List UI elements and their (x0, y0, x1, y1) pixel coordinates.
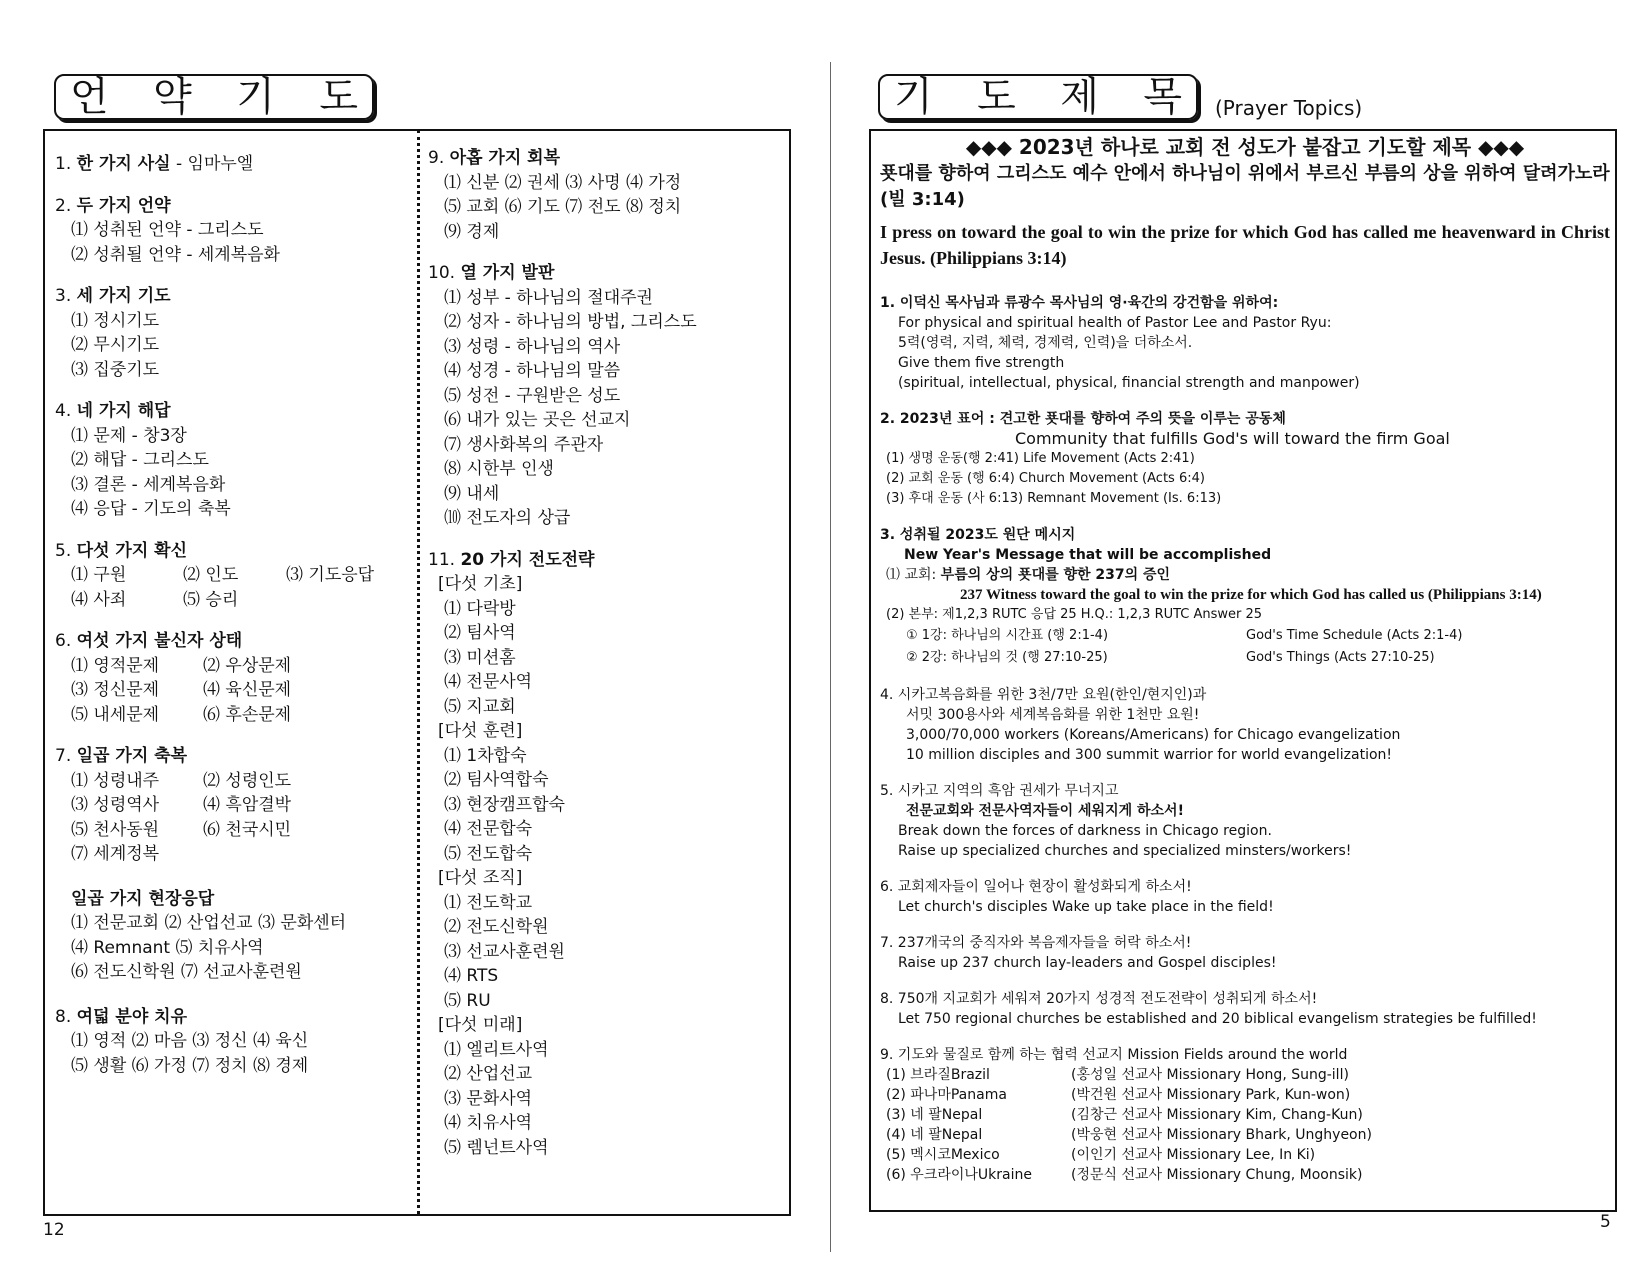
list-item: ⑸ 교회 ⑹ 기도 ⑺ 전도 ⑻ 정치 (444, 197, 682, 217)
list-item: ⑷ 전문합숙 (444, 819, 533, 839)
item-grid (55, 769, 415, 867)
mission-country: (2) 파나마Panama (886, 1087, 1007, 1103)
section-3 (55, 284, 415, 382)
list-item: ⑺ 세계정복 (71, 844, 160, 864)
list-item: ⑷ 사죄 (71, 589, 127, 610)
section-1 (55, 152, 415, 177)
list-item: ⑶ 기도응답 (286, 565, 375, 585)
section-heading: 일곱 가지 축복 (76, 746, 188, 766)
schedule-kor: ② 2강: 하나님의 것 (행 27:10-25) (906, 650, 1108, 665)
topic-9 (880, 1045, 1610, 1185)
topic-english: Community that fulfills God's will toward the firm Goal (1015, 429, 1450, 448)
topic-english: 237 Witness toward the goal to win the prize for which God has called us (Philippians 3:14) (960, 587, 1542, 603)
list-item: ⑵ 산업선교 (444, 1064, 533, 1084)
list-item: ⑵ 우상문제 (203, 655, 292, 676)
topic-label: ⑴ 교회: (886, 567, 941, 583)
section-7 (55, 744, 415, 867)
schedule-kor: ① 1강: 하나님의 시간표 (행 2:1-4) (906, 628, 1109, 643)
topic-heading: 3. 성취될 2023도 원단 메시지 (880, 527, 1076, 543)
topic-line: 10 million disciples and 300 summit warrior for world evangelization! (906, 747, 1393, 763)
list-item: ⑴ 성부 - 하나님의 절대주권 (444, 287, 653, 308)
section-number: 7. (55, 746, 72, 766)
section-4 (55, 399, 415, 522)
list-item: ⑶ 집중기도 (71, 359, 160, 380)
list-item: ⑵ 전도신학원 (444, 917, 549, 937)
topic-3 (880, 525, 1610, 669)
topic-4 (880, 685, 1610, 765)
list-item: ⑶ 정신문제 (71, 680, 160, 700)
left-column-2 (428, 146, 783, 1160)
topic-heading: 2. 2023년 표어 : 견고한 푯대를 향하여 주의 뜻을 이루는 공동체 (880, 411, 1286, 427)
section-9 (428, 146, 783, 244)
list-item: ⑴ 구원 (71, 565, 127, 585)
section-number: 1. (55, 154, 72, 174)
list-item: ⑹ 후손문제 (203, 704, 292, 725)
prayer-topics-column (880, 133, 1610, 1185)
mission-country: (6) 우크라이나Ukraine (886, 1167, 1032, 1183)
list-item: ⑼ 경제 (444, 221, 500, 242)
list-item: ⑶ 결론 - 세계복음화 (71, 474, 226, 495)
list-item: ⑴ 성령내주 (71, 770, 160, 791)
topic-5 (880, 781, 1610, 861)
mission-list (880, 1065, 1610, 1185)
section-number: 10. (428, 263, 456, 283)
list-item: ⑷ Remnant ⑸ 치유사역 (71, 937, 264, 958)
topic-heading: 1. 이덕신 목사님과 류광수 목사님의 영·육간의 강건함을 위하여: (880, 295, 1279, 311)
topic-line: 5력(영력, 지력, 체력, 경제력, 인력)을 더하소서. (898, 335, 1193, 351)
item-grid (55, 654, 415, 728)
list-item: ⑶ 현장캠프합숙 (444, 794, 565, 815)
left-title-char: 언 (70, 74, 109, 120)
list-item: ⑴ 1차합숙 (444, 745, 527, 766)
column-divider (417, 130, 420, 1214)
list-item: ⑹ 내가 있는 곳은 선교지 (444, 410, 631, 430)
right-page-title (878, 74, 1198, 120)
topic-2 (880, 409, 1610, 509)
section-heading: 다섯 가지 확신 (76, 540, 188, 561)
topic-line: (1) 생명 운동(행 2:41) Life Movement (Acts 2:41) (886, 451, 1195, 466)
right-title-char: 제 (1060, 74, 1099, 120)
topic-line: Let church's disciples Wake up take place in the field! (898, 899, 1274, 915)
left-title-char: 도 (319, 74, 358, 120)
list-item: ⑵ 무시기도 (71, 335, 160, 355)
section-heading: 네 가지 해답 (76, 401, 171, 421)
topic-english: New Year's Message that will be accomplished (904, 547, 1272, 563)
group-label: [다섯 기초] (438, 574, 523, 594)
list-item: ⑴ 다락방 (444, 598, 516, 619)
topic-6 (880, 877, 1610, 917)
list-item: ⑸ 성전 - 구원받은 성도 (444, 385, 621, 406)
section-number: 9. (428, 148, 445, 168)
topic-heading: 4. 시카고복음화를 위한 3천/7만 요원(한인/현지인)과 (880, 687, 1207, 703)
section-number: 6. (55, 631, 72, 651)
list-item: ⑵ 인도 (183, 565, 239, 585)
list-item: ⑴ 영적 ⑵ 마음 ⑶ 정신 ⑷ 육신 (71, 1031, 309, 1051)
list-item: ⑸ 승리 (183, 589, 239, 610)
prayer-headline: ◆◆◆ 2023년 하나로 교회 전 성도가 붙잡고 기도할 제목 ◆◆◆ (965, 135, 1525, 159)
list-item: ⑴ 전도학교 (444, 892, 533, 913)
topic-line: (3) 후대 운동 (사 6:13) Remnant Movement (Is. 6:13) (886, 491, 1222, 506)
section-number: 5. (55, 540, 72, 561)
english-verse: I press on toward the goal to win the prize for which God has called me heavenward in Christ Jesus. (Philippians 3:14) (880, 222, 1610, 268)
list-item: ⑴ 신분 ⑵ 권세 ⑶ 사명 ⑷ 가정 (444, 172, 682, 193)
topic-8 (880, 989, 1610, 1029)
section-number: 8. (55, 1006, 72, 1027)
mission-missionary: (정문식 선교사 Missionary Chung, Moonsik) (1071, 1167, 1363, 1183)
list-item: ⑴ 엘리트사역 (444, 1039, 549, 1060)
mission-missionary: (이인기 선교사 Missionary Lee, In Ki) (1071, 1147, 1316, 1163)
section-2 (55, 194, 415, 268)
section-number: 2. (55, 195, 72, 216)
section-5 (55, 539, 415, 613)
mission-missionary: (박웅현 선교사 Missionary Bhark, Unghyeon) (1071, 1127, 1372, 1143)
topic-line: 3,000/70,000 workers (Koreans/Americans) for Chicago evangelization (906, 727, 1401, 743)
group-label: [다섯 조직] (438, 868, 523, 888)
list-item: ⑴ 전문교회 ⑵ 산업선교 ⑶ 문화센터 (71, 913, 347, 933)
list-item: ⑷ RTS (444, 966, 499, 986)
list-item: ⑵ 성령인도 (203, 770, 292, 791)
topic-line (880, 565, 1610, 585)
section-7-field-answers (55, 887, 415, 985)
section-11 (428, 548, 783, 1161)
mission-country: (1) 브라질Brazil (886, 1067, 990, 1083)
topic-line: Let 750 regional churches be established and 20 biblical evangelism strategies be fulfilled! (898, 1011, 1537, 1027)
list-item: ⑷ 성경 - 하나님의 말씀 (444, 361, 621, 381)
section-heading: 20 가지 전도전략 (460, 549, 595, 570)
list-item: ⑸ 렘넌트사역 (444, 1137, 549, 1158)
topic-emphasis: 부름의 상의 푯대를 향한 237의 증인 (940, 567, 1171, 583)
mission-missionary: (김창근 선교사 Missionary Kim, Chang-Kun) (1071, 1107, 1363, 1123)
page-number-left: 12 (43, 1220, 65, 1240)
group-label: [다섯 훈련] (438, 721, 523, 741)
section-heading: 일곱 가지 현장응답 (71, 888, 215, 909)
list-item: ⑻ 시한부 인생 (444, 459, 554, 479)
section-6 (55, 629, 415, 727)
topic-heading: 6. 교회제자들이 일어나 현장이 활성화되게 하소서! (880, 879, 1192, 895)
list-item: ⑷ 육신문제 (203, 680, 292, 700)
list-item: ⑴ 정시기도 (71, 310, 160, 331)
section-heading: 한 가지 사실 (76, 154, 171, 174)
list-item: ⑷ 치유사역 (444, 1113, 533, 1133)
mission-country: (5) 멕시코Mexico (886, 1147, 1000, 1163)
section-8 (55, 1005, 415, 1079)
list-item: ⑵ 팀사역 (444, 623, 516, 643)
list-item: ⑸ 생활 ⑹ 가정 ⑺ 정치 ⑻ 경제 (71, 1055, 309, 1076)
list-item: ⑵ 팀사역합숙 (444, 770, 549, 790)
page-gutter (830, 62, 831, 1252)
right-title-char: 목 (1143, 74, 1182, 120)
list-item: ⑼ 내세 (444, 483, 500, 504)
right-title-char: 도 (977, 74, 1016, 120)
list-item: ⑵ 성취될 언약 - 세계복음화 (71, 244, 280, 265)
schedule-grid (880, 625, 1610, 669)
list-item: ⑸ RU (444, 990, 491, 1011)
mission-missionary: (박건원 선교사 Missionary Park, Kun-won) (1071, 1087, 1351, 1103)
list-item: ⑸ 천사동원 (71, 819, 160, 840)
topic-heading: 7. 237개국의 중직자와 복음제자들을 허락 하소서! (880, 935, 1192, 951)
list-item: ⑴ 영적문제 (71, 655, 160, 676)
korean-verse: 푯대를 향하여 그리스도 예수 안에서 하나님이 위에서 부르신 부름의 상을 위하여 달려가노라(빌 3:14) (880, 163, 1610, 210)
topic-heading: 5. 시카고 지역의 흑암 권세가 무너지고 (880, 783, 1119, 799)
schedule-eng: God's Things (Acts 27:10-25) (1246, 650, 1435, 665)
page-number-right: 5 (1600, 1212, 1611, 1232)
topic-line: 전문교회와 전문사역자들이 세워지게 하소서! (906, 803, 1184, 819)
section-heading: 아홉 가지 회복 (449, 148, 561, 168)
right-page-subtitle: (Prayer Topics) (1215, 96, 1363, 120)
list-item: ⑷ 전문사역 (444, 672, 533, 692)
section-number: 3. (55, 286, 72, 306)
list-item: ⑹ 전도신학원 ⑺ 선교사훈련원 (71, 962, 302, 982)
topic-heading: 9. 기도와 물질로 함께 하는 협력 선교지 Mission Fields around the world (880, 1047, 1348, 1063)
section-heading-rest: - 임마누엘 (170, 154, 254, 174)
list-item: ⑸ 전도합숙 (444, 843, 533, 864)
list-item: ⑺ 생사화복의 주관자 (444, 434, 604, 455)
list-item: ⑴ 문제 - 창3장 (71, 425, 187, 446)
mission-missionary: (홍성일 선교사 Missionary Hong, Sung-ill) (1071, 1067, 1349, 1083)
section-heading: 열 가지 발판 (460, 263, 555, 283)
list-item: ⑹ 천국시민 (203, 819, 292, 840)
list-item: ⑴ 성취된 언약 - 그리스도 (71, 220, 264, 240)
section-heading: 두 가지 언약 (76, 195, 171, 216)
section-number: 11. (428, 549, 456, 570)
list-item: ⑶ 문화사역 (444, 1088, 533, 1109)
list-item: ⑷ 응답 - 기도의 축복 (71, 499, 231, 519)
list-item: ⑽ 전도자의 상급 (444, 508, 571, 528)
topic-7 (880, 933, 1610, 973)
topic-line: Give them five strength (898, 355, 1065, 371)
right-title-char: 기 (894, 74, 933, 120)
section-10 (428, 261, 783, 531)
topic-line: Raise up 237 church lay-leaders and Gospel disciples! (898, 955, 1277, 971)
topic-heading: 8. 750개 지교회가 세워져 20가지 성경적 전도전략이 성취되게 하소서! (880, 991, 1318, 1007)
left-column-1 (55, 152, 415, 1078)
list-item: ⑷ 흑암결박 (203, 795, 292, 815)
topic-line: (spiritual, intellectual, physical, financial strength and manpower) (898, 375, 1360, 391)
item-grid (55, 563, 415, 612)
topic-line: For physical and spiritual health of Pastor Lee and Pastor Ryu: (898, 315, 1332, 331)
section-heading: 여덟 분야 치유 (76, 1006, 188, 1027)
left-title-char: 기 (236, 74, 275, 120)
topic-line: Raise up specialized churches and specialized minsters/workers! (898, 843, 1352, 859)
list-item: ⑶ 선교사훈련원 (444, 941, 565, 962)
list-item: ⑸ 내세문제 (71, 704, 160, 725)
mission-country: (4) 네 팔Nepal (886, 1127, 983, 1143)
group-label: [다섯 미래] (438, 1015, 523, 1035)
section-heading: 여섯 가지 불신자 상태 (76, 631, 243, 651)
schedule-eng: God's Time Schedule (Acts 2:1-4) (1246, 628, 1463, 643)
list-item: ⑵ 해답 - 그리스도 (71, 450, 209, 470)
left-title-char: 약 (153, 74, 192, 120)
list-item: ⑵ 성자 - 하나님의 방법, 그리스도 (444, 312, 697, 332)
section-heading: 세 가지 기도 (76, 286, 171, 306)
topic-line: (2) 본부: 제1,2,3 RUTC 응답 25 H.Q.: 1,2,3 RUTC Answer 25 (886, 607, 1263, 622)
list-item: ⑸ 지교회 (444, 696, 516, 717)
list-item: ⑶ 성령 - 하나님의 역사 (444, 336, 621, 357)
list-item: ⑶ 미션홈 (444, 647, 516, 668)
topic-line: (2) 교회 운동 (행 6:4) Church Movement (Acts 6:4) (886, 471, 1205, 486)
list-item: ⑶ 성령역사 (71, 795, 160, 815)
mission-country: (3) 네 팔Nepal (886, 1107, 983, 1123)
topic-1 (880, 293, 1610, 393)
left-page-title (54, 74, 374, 120)
topic-line: Break down the forces of darkness in Chicago region. (898, 823, 1272, 839)
section-number: 4. (55, 401, 72, 421)
topic-line: 서밋 300용사와 세계복음화를 위한 1천만 요원! (906, 707, 1200, 723)
